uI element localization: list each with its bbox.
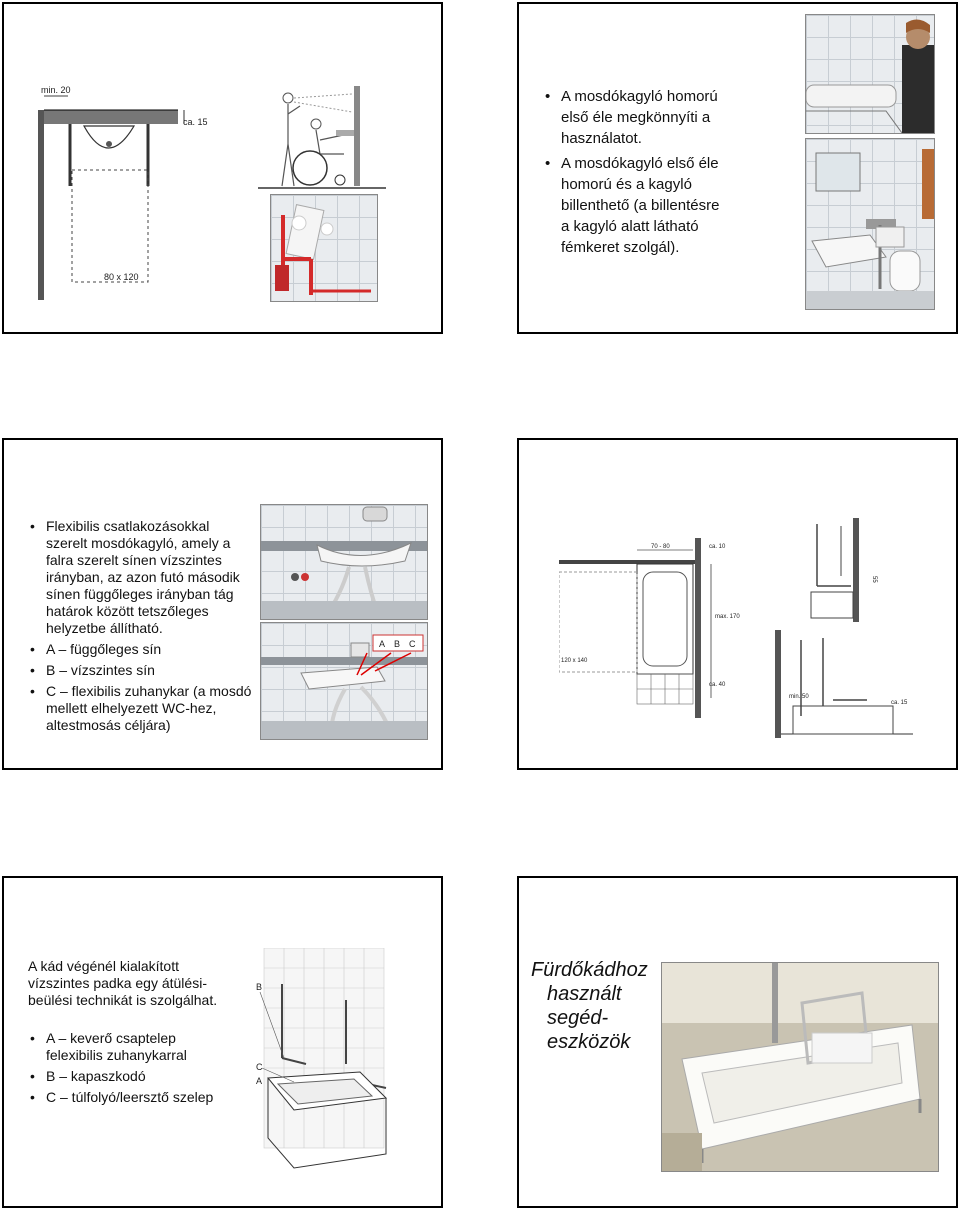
bathtub-plan-drawing bbox=[559, 538, 759, 718]
slide6-title bbox=[531, 958, 661, 1054]
slide5-intro: A kád végénél kialakított vízszintes padka egy átülési-beülési technikát is szolgálhat. bbox=[28, 958, 218, 1008]
bath-lift-seat-photo bbox=[661, 962, 939, 1172]
slide-2 bbox=[517, 2, 958, 334]
dim-min20-label: min. 20 bbox=[41, 85, 71, 95]
diagram-label-a: A bbox=[256, 1076, 263, 1086]
dim-ca10-label: ca. 10 bbox=[709, 544, 726, 550]
slide6-title-line: Fürdőkádhoz bbox=[531, 959, 648, 981]
adjustable-basin-photo-top bbox=[260, 504, 428, 620]
slide-5 bbox=[2, 876, 443, 1208]
slide2-bullet: • A mosdókagyló homorú első éle megkönnyíti a használatot. bbox=[543, 86, 723, 149]
adjustable-basin-photo-bottom bbox=[260, 622, 428, 740]
slide3-bullet: • B – vízszintes sín bbox=[28, 662, 254, 679]
concave-basin-photo bbox=[805, 14, 935, 134]
slide5-bullet: • B – kapaszkodó bbox=[28, 1068, 228, 1085]
tilting-basin-bathroom-photo bbox=[805, 138, 935, 310]
slide5-bullet: • C – túlfolyó/leersztő szelep bbox=[28, 1089, 228, 1106]
shower-section-drawing-top bbox=[801, 516, 891, 626]
slide-4 bbox=[517, 438, 958, 770]
slide-6 bbox=[517, 876, 958, 1208]
bathtub-perspective-drawing bbox=[254, 948, 394, 1178]
slide3-bullet: • A – függőleges sín bbox=[28, 641, 254, 658]
slide6-title-line: használt bbox=[547, 983, 622, 1005]
slide6-title-line: segéd- bbox=[547, 1007, 609, 1029]
diagram-label-b: B bbox=[256, 982, 263, 992]
shower-section-drawing-bottom bbox=[773, 630, 913, 738]
dim-ca40-label: ca. 40 bbox=[709, 682, 726, 688]
dim-120x140-label: 120 x 140 bbox=[561, 658, 588, 664]
slide-3 bbox=[2, 438, 443, 770]
slide2-bullet: • A mosdókagyló első éle homorú és a kagyló billenthető (a billentésre a kagyló alatt látható fémkeret szolgál). bbox=[543, 153, 723, 258]
dim-70-80-label: 70 - 80 bbox=[651, 544, 670, 550]
dim-55-label: 55 bbox=[871, 576, 877, 583]
slide5-bullet-list bbox=[28, 1030, 228, 1106]
slide3-bullet-list bbox=[28, 518, 254, 734]
slide-1 bbox=[2, 2, 443, 334]
washbasin-plan-drawing bbox=[38, 78, 214, 300]
slide3-bullet: • Flexibilis csatlakozásokkal szerelt mosdókagyló, amely a falra szerelt sínen vízszintes irányban, az azon futó második sínen függőleges irányban tág határok között tetszőleges helyzetbe állítható. bbox=[28, 518, 254, 637]
slide6-title-line: eszközök bbox=[547, 1031, 631, 1053]
photo-label-a: A bbox=[379, 639, 386, 649]
dim-ca15-label: ca. 15 bbox=[183, 117, 208, 127]
slide5-bullet: • A – keverő csaptelep felexibilis zuhanykarral bbox=[28, 1030, 228, 1064]
dim-max170-label: max. 170 bbox=[715, 614, 740, 620]
slide3-bullet: • C – flexibilis zuhanykar (a mosdó mellett elhelyezett WC-hez, altestmosás céljára) bbox=[28, 683, 254, 734]
diagram-label-c: C bbox=[256, 1062, 263, 1072]
photo-label-c: C bbox=[409, 639, 416, 649]
dim-80x120-label: 80 x 120 bbox=[104, 272, 139, 282]
red-mirror-rail-photo bbox=[270, 194, 378, 302]
dim-ca15-label-2: ca. 15 bbox=[891, 700, 908, 706]
photo-label-b: B bbox=[394, 639, 401, 649]
wheelchair-section-drawing bbox=[258, 84, 388, 190]
slide2-bullet-list bbox=[543, 86, 723, 258]
dim-min50-label: min. 50 bbox=[789, 694, 809, 700]
